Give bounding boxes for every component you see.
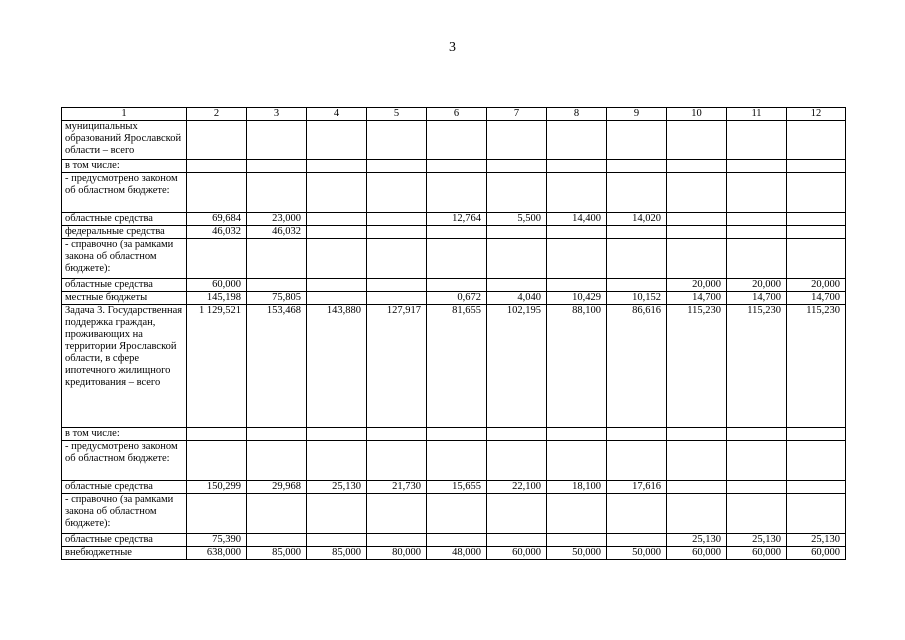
table-cell (247, 494, 307, 534)
table-cell (187, 160, 247, 173)
table-cell (547, 160, 607, 173)
column-header: 10 (667, 108, 727, 121)
row-label: местные бюджеты (62, 292, 187, 305)
table-cell (787, 173, 846, 213)
row-label: областные средства (62, 213, 187, 226)
row-label: областные средства (62, 534, 187, 547)
table-cell (187, 428, 247, 441)
table-cell (487, 494, 547, 534)
table-cell (247, 239, 307, 279)
row-label: областные средства (62, 481, 187, 494)
table-cell (667, 173, 727, 213)
table-cell (187, 121, 247, 160)
table-cell: 4,040 (487, 292, 547, 305)
table-cell: 143,880 (307, 305, 367, 428)
table-cell: 69,684 (187, 213, 247, 226)
table-cell (787, 160, 846, 173)
table-cell (487, 121, 547, 160)
column-header: 11 (727, 108, 787, 121)
table-cell: 46,032 (247, 226, 307, 239)
table-cell (247, 279, 307, 292)
row-label: внебюджетные (62, 547, 187, 560)
table-cell (487, 226, 547, 239)
table-cell (667, 239, 727, 279)
table-cell (787, 226, 846, 239)
table-cell (427, 279, 487, 292)
table-cell (427, 441, 487, 481)
table-cell (547, 534, 607, 547)
table-cell (727, 239, 787, 279)
table-cell (427, 121, 487, 160)
table-cell: 102,195 (487, 305, 547, 428)
table-cell (547, 173, 607, 213)
table-cell (547, 121, 607, 160)
table-cell (307, 534, 367, 547)
column-header: 12 (787, 108, 846, 121)
table-cell: 81,655 (427, 305, 487, 428)
table-cell (727, 428, 787, 441)
table-cell (787, 239, 846, 279)
table-cell (727, 441, 787, 481)
table-cell (487, 441, 547, 481)
table-cell (427, 494, 487, 534)
table-cell (307, 121, 367, 160)
table-cell (727, 213, 787, 226)
table-cell (367, 239, 427, 279)
table-row (62, 481, 846, 494)
table-cell: 115,230 (727, 305, 787, 428)
table-cell: 21,730 (367, 481, 427, 494)
row-label: муниципальных образований Ярославской области – всего (62, 121, 187, 160)
table-cell: 85,000 (307, 547, 367, 560)
table-cell: 10,429 (547, 292, 607, 305)
table-cell: 29,968 (247, 481, 307, 494)
table-cell: 115,230 (787, 305, 846, 428)
row-label: - предусмотрено законом об областном бюджете: (62, 441, 187, 481)
table-cell (667, 213, 727, 226)
table-row (62, 305, 846, 428)
table-cell: 25,130 (667, 534, 727, 547)
table-cell (367, 494, 427, 534)
table-cell (427, 239, 487, 279)
table-cell (787, 121, 846, 160)
table-cell: 75,805 (247, 292, 307, 305)
table-cell: 75,390 (187, 534, 247, 547)
table-cell (607, 160, 667, 173)
column-header: 7 (487, 108, 547, 121)
table-cell: 115,230 (667, 305, 727, 428)
table-cell: 60,000 (487, 547, 547, 560)
table-cell: 638,000 (187, 547, 247, 560)
table-cell (607, 239, 667, 279)
table-cell (187, 441, 247, 481)
column-header: 1 (62, 108, 187, 121)
table-row (62, 160, 846, 173)
table-cell: 14,020 (607, 213, 667, 226)
table-cell (547, 279, 607, 292)
table-cell (787, 481, 846, 494)
table-cell (487, 428, 547, 441)
table-cell (367, 160, 427, 173)
table-cell: 60,000 (187, 279, 247, 292)
table-cell (487, 160, 547, 173)
table-row (62, 213, 846, 226)
row-label: - справочно (за рамками закона об областном бюджете): (62, 494, 187, 534)
table-cell: 145,198 (187, 292, 247, 305)
table-cell (307, 494, 367, 534)
row-label: Задача 3. Государственная поддержка граждан, проживающих на территории Ярославской области, в сфере ипотечного жилищного кредитования – всего (62, 305, 187, 428)
table-cell (187, 239, 247, 279)
table-cell: 150,299 (187, 481, 247, 494)
row-label: - предусмотрено законом об областном бюджете: (62, 173, 187, 213)
table-cell (307, 441, 367, 481)
table-cell: 48,000 (427, 547, 487, 560)
table-cell (607, 173, 667, 213)
table-cell (607, 428, 667, 441)
column-header: 6 (427, 108, 487, 121)
table-cell (787, 441, 846, 481)
table-cell (547, 239, 607, 279)
table-cell (307, 239, 367, 279)
table-cell: 20,000 (727, 279, 787, 292)
table-cell (307, 173, 367, 213)
table-cell (307, 213, 367, 226)
table-row (62, 494, 846, 534)
table-cell: 1 129,521 (187, 305, 247, 428)
budget-table (61, 107, 846, 560)
table-cell: 50,000 (607, 547, 667, 560)
table-cell (427, 226, 487, 239)
table-cell: 20,000 (667, 279, 727, 292)
table-cell: 88,100 (547, 305, 607, 428)
table-cell (487, 534, 547, 547)
table-cell (307, 279, 367, 292)
table-cell (607, 534, 667, 547)
table-cell (607, 121, 667, 160)
table-cell: 14,700 (727, 292, 787, 305)
table-row (62, 534, 846, 547)
table-cell: 23,000 (247, 213, 307, 226)
table-cell (367, 534, 427, 547)
table-cell (427, 160, 487, 173)
table-cell: 18,100 (547, 481, 607, 494)
table-cell: 80,000 (367, 547, 427, 560)
table-cell: 0,672 (427, 292, 487, 305)
table-cell (547, 441, 607, 481)
table-body (62, 108, 846, 560)
table-cell (247, 441, 307, 481)
table-cell (307, 160, 367, 173)
row-label: в том числе: (62, 160, 187, 173)
table-cell: 12,764 (427, 213, 487, 226)
table-row (62, 226, 846, 239)
table-cell (367, 213, 427, 226)
table-cell (667, 481, 727, 494)
table-cell (607, 226, 667, 239)
column-header: 4 (307, 108, 367, 121)
table-row (62, 239, 846, 279)
table-row (62, 441, 846, 481)
table-cell (547, 494, 607, 534)
table-cell: 127,917 (367, 305, 427, 428)
table-cell (487, 239, 547, 279)
row-label: федеральные средства (62, 226, 187, 239)
table-cell: 46,032 (187, 226, 247, 239)
table-cell (307, 292, 367, 305)
table-row (62, 121, 846, 160)
table-cell (367, 428, 427, 441)
table-cell: 10,152 (607, 292, 667, 305)
table-cell (667, 428, 727, 441)
table-cell: 14,400 (547, 213, 607, 226)
table-cell (667, 160, 727, 173)
table-cell (607, 441, 667, 481)
table-cell (727, 226, 787, 239)
table-cell (727, 481, 787, 494)
column-header: 5 (367, 108, 427, 121)
row-label: - справочно (за рамками закона об областном бюджете): (62, 239, 187, 279)
table-cell (547, 428, 607, 441)
table-cell: 85,000 (247, 547, 307, 560)
table-cell: 22,100 (487, 481, 547, 494)
table-cell: 15,655 (427, 481, 487, 494)
table-cell: 20,000 (787, 279, 846, 292)
table-cell: 17,616 (607, 481, 667, 494)
table-cell (247, 428, 307, 441)
table-cell (307, 226, 367, 239)
table-cell (367, 121, 427, 160)
table-row (62, 547, 846, 560)
table-cell: 14,700 (667, 292, 727, 305)
table-cell: 25,130 (727, 534, 787, 547)
table-cell: 60,000 (667, 547, 727, 560)
table-cell (427, 173, 487, 213)
table-cell (727, 121, 787, 160)
table-cell (547, 226, 607, 239)
table-cell: 5,500 (487, 213, 547, 226)
page-number: 3 (449, 40, 456, 55)
table-cell (187, 173, 247, 213)
table-cell: 86,616 (607, 305, 667, 428)
table-cell (247, 121, 307, 160)
table-cell: 60,000 (727, 547, 787, 560)
table-cell (787, 428, 846, 441)
row-label: в том числе: (62, 428, 187, 441)
table-cell: 60,000 (787, 547, 846, 560)
table-cell (247, 173, 307, 213)
table-cell (727, 494, 787, 534)
row-label: областные средства (62, 279, 187, 292)
table-cell (667, 441, 727, 481)
column-header: 2 (187, 108, 247, 121)
table-row (62, 279, 846, 292)
table-cell (307, 428, 367, 441)
table-cell: 25,130 (307, 481, 367, 494)
column-header: 9 (607, 108, 667, 121)
table-cell (427, 534, 487, 547)
table-cell (607, 279, 667, 292)
table-cell (187, 494, 247, 534)
table-cell (487, 279, 547, 292)
column-header-row (62, 108, 846, 121)
table-cell (367, 279, 427, 292)
table-cell (487, 173, 547, 213)
table-cell (787, 494, 846, 534)
table-row (62, 292, 846, 305)
table-cell (367, 441, 427, 481)
column-header: 8 (547, 108, 607, 121)
table-cell (247, 534, 307, 547)
table-cell: 14,700 (787, 292, 846, 305)
table-cell (727, 160, 787, 173)
table-cell (247, 160, 307, 173)
table-cell (367, 173, 427, 213)
table-cell (367, 226, 427, 239)
table-row (62, 428, 846, 441)
table-cell (667, 494, 727, 534)
table-cell: 25,130 (787, 534, 846, 547)
table-row (62, 173, 846, 213)
table-cell (727, 173, 787, 213)
table-cell (607, 494, 667, 534)
table-cell (787, 213, 846, 226)
table-cell (667, 226, 727, 239)
column-header: 3 (247, 108, 307, 121)
table-cell (367, 292, 427, 305)
table-cell (667, 121, 727, 160)
table-cell: 50,000 (547, 547, 607, 560)
table-cell (427, 428, 487, 441)
table-cell: 153,468 (247, 305, 307, 428)
